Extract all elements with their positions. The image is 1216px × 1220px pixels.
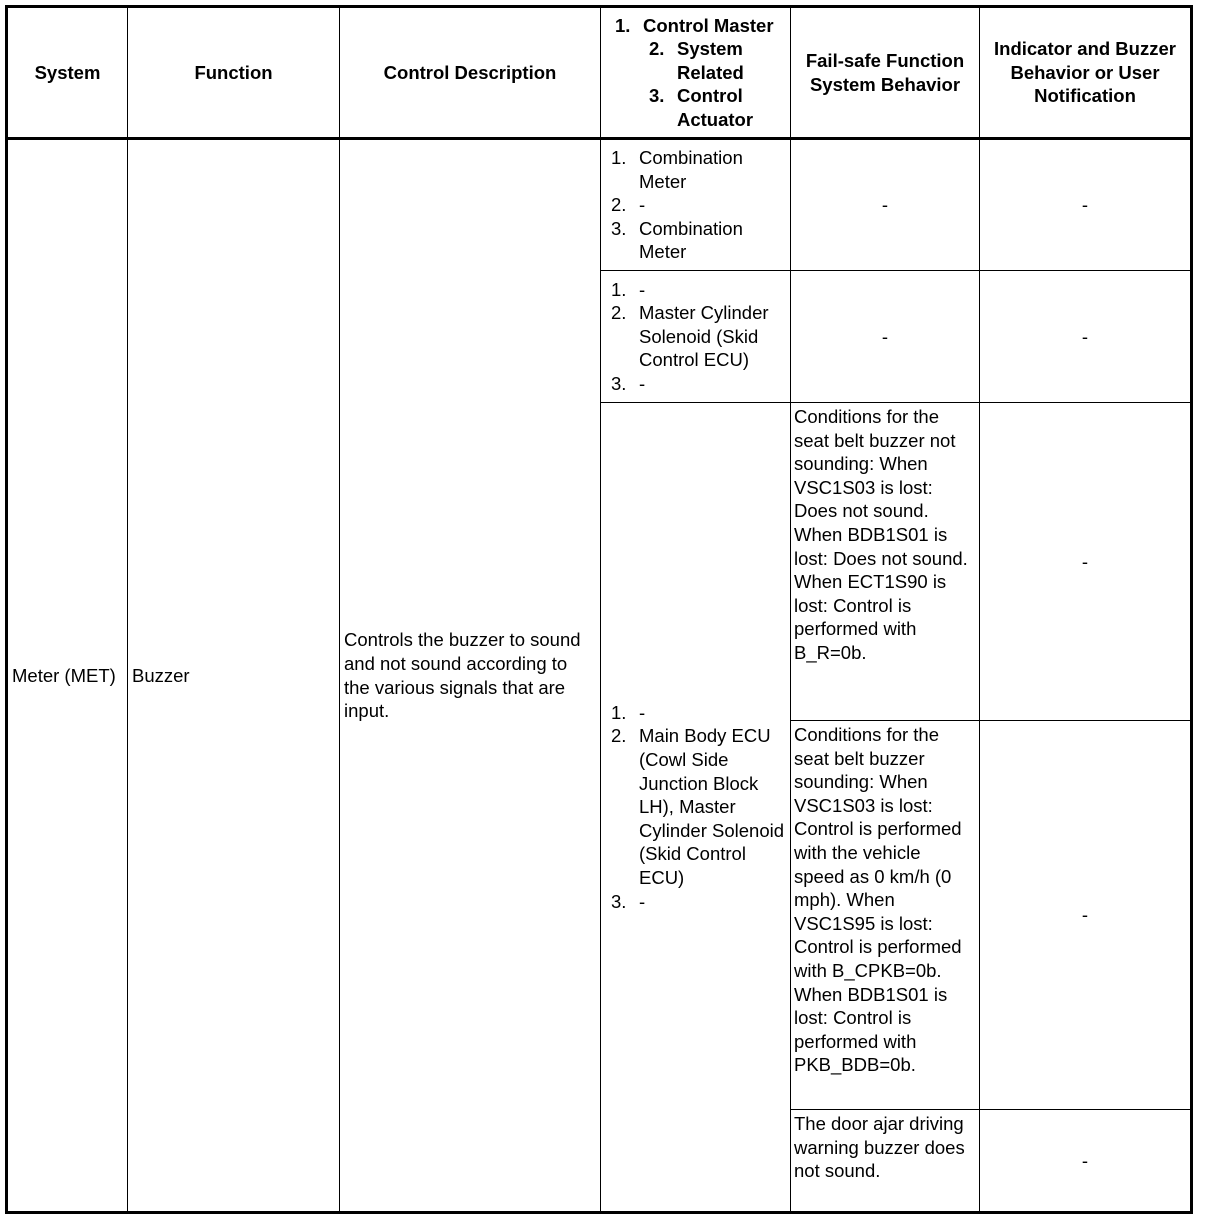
list-item: 1. -: [611, 278, 646, 300]
list-item: 2. Master Cylinder Solenoid (Skid Control ECU): [611, 302, 769, 371]
list-item: 3. -: [611, 372, 646, 394]
header-indicator: Indicator and Buzzer Behavior or User Notification: [980, 7, 1192, 139]
table-row: [7, 139, 1192, 271]
list-item: 1. -: [611, 701, 646, 723]
cell-failsafe-1: -: [791, 139, 980, 271]
header-control-description: Control Description: [340, 7, 601, 139]
cell-failsafe-3b: Conditions for the seat belt buzzer sounding: When VSC1S03 is lost: Control is performed with the vehicle speed as 0 km/h (0 mph). When VSC1S95 is lost: Control is performed with B_CPKB=0b. When BDB1S01 is lost: Control is performed with PKB_BDB=0b.: [791, 721, 980, 1110]
cell-system: Meter (MET): [7, 139, 128, 1213]
list-item: 3. -: [611, 890, 646, 912]
spec-table: [5, 5, 1193, 1214]
cell-failsafe-3c: The door ajar driving warning buzzer does not sound.: [791, 1110, 980, 1213]
header-control-master: [601, 7, 791, 139]
header-control-master-item: 1. Control Master: [615, 14, 774, 36]
cell-failsafe-2: -: [791, 271, 980, 403]
cell-control-master-3: [601, 403, 791, 1213]
cell-control-master-1: [601, 139, 791, 271]
list-item: 1. Combination Meter: [611, 147, 743, 192]
cell-failsafe-3a: Conditions for the seat belt buzzer not sounding: When VSC1S03 is lost: Does not sound. When BDB1S01 is lost: Does not sound. When ECT1S90 is lost: Control is performed with B_R=0b.: [791, 403, 980, 721]
header-function: Function: [128, 7, 340, 139]
header-system: System: [7, 7, 128, 139]
cell-indicator-3c: -: [980, 1110, 1192, 1213]
spec-table-wrapper: [5, 5, 1190, 1214]
list-item: 2. -: [611, 194, 646, 216]
cell-indicator-2: -: [980, 271, 1192, 403]
cell-control-description: Controls the buzzer to sound and not sound according to the various signals that are input.: [340, 139, 601, 1213]
cell-control-master-2: [601, 271, 791, 403]
header-row: [7, 7, 1192, 139]
cell-indicator-1: -: [980, 139, 1192, 271]
cell-indicator-3a: -: [980, 403, 1192, 721]
header-control-master-item: 3. Control Actuator: [649, 85, 754, 130]
cell-indicator-3b: -: [980, 721, 1192, 1110]
list-item: 2. Main Body ECU (Cowl Side Junction Block LH), Master Cylinder Solenoid (Skid Control ECU): [611, 725, 785, 888]
header-control-master-item: 2. System Related: [649, 38, 744, 83]
cell-function: Buzzer: [128, 139, 340, 1213]
header-failsafe: Fail-safe Function System Behavior: [791, 7, 980, 139]
list-item: 3. Combination Meter: [611, 217, 743, 263]
